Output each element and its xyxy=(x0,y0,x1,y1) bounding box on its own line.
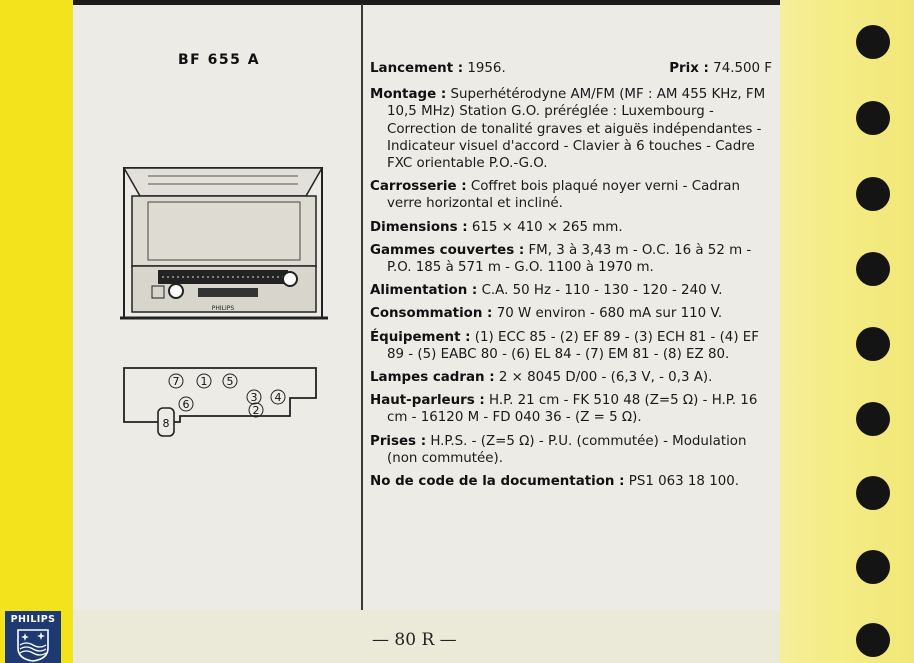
spec-label: Alimentation : xyxy=(370,283,478,299)
binder-hole xyxy=(856,327,890,361)
chassis-label: 6 xyxy=(182,398,190,411)
spec-carrosserie xyxy=(370,178,772,212)
binder-hole xyxy=(856,623,890,657)
launch-price-row xyxy=(370,60,772,77)
chassis-label: 7 xyxy=(172,375,180,388)
price-value: 74.500 F xyxy=(713,61,772,76)
chassis-label: 5 xyxy=(226,375,234,388)
chassis-label: 3 xyxy=(250,391,258,404)
spec-dimensions xyxy=(370,219,772,236)
spec-text: (1) ECC 85 - (2) EF 89 - (3) ECH 81 - (4) EF 89 - (5) EABC 80 - (6) EL 84 - (7) EM 81 - (8) EZ 80. xyxy=(387,329,759,362)
spec-label: Gammes couvertes : xyxy=(370,242,525,258)
binder-hole xyxy=(856,476,890,510)
binder-hole xyxy=(856,402,890,436)
column-divider xyxy=(361,4,363,610)
spec-label: No de code de la documentation : xyxy=(370,474,625,490)
logo-text: PHILIPS xyxy=(10,614,56,625)
spec-text: 2 × 8045 D/00 - (6,3 V, - 0,3 A). xyxy=(498,370,713,386)
launch-field xyxy=(370,60,506,77)
spec-text: C.A. 50 Hz - 110 - 130 - 120 - 240 V. xyxy=(481,283,723,299)
spec-equipement xyxy=(370,329,772,363)
price-field xyxy=(669,60,772,77)
model-title: BF 655 A xyxy=(178,52,261,68)
chassis-label: 2 xyxy=(252,404,260,417)
binder-hole xyxy=(856,252,890,286)
launch-value: 1956. xyxy=(467,61,506,76)
philips-logo xyxy=(5,611,61,663)
spec-text: H.P.S. - (Z=5 Ω) - P.U. (commutée) - Modulation (non commutée). xyxy=(387,433,747,466)
spec-haut-parleurs xyxy=(370,392,772,426)
spec-text: 70 W environ - 680 mA sur 110 V. xyxy=(496,306,723,322)
yellow-left-margin xyxy=(0,0,73,663)
spec-lampes xyxy=(370,369,772,386)
spec-label: Lampes cadran : xyxy=(370,370,495,386)
spec-alimentation xyxy=(370,282,772,299)
philips-shield-icon xyxy=(15,628,51,662)
spec-label: Haut-parleurs : xyxy=(370,393,485,409)
chassis-label: 8 xyxy=(162,417,170,430)
spec-list xyxy=(370,60,772,496)
spec-label: Carrosserie : xyxy=(370,179,467,195)
spec-text: H.P. 21 cm - FK 510 48 (Z=5 Ω) - H.P. 16 cm - 16120 M - FD 040 36 - (Z = 5 Ω). xyxy=(387,393,758,426)
price-label: Prix : xyxy=(669,61,709,76)
spec-montage xyxy=(370,86,772,172)
top-rule xyxy=(73,0,780,5)
spec-consommation xyxy=(370,305,772,322)
spec-label: Prises : xyxy=(370,433,427,449)
spec-text: 615 × 410 × 265 mm. xyxy=(471,219,623,235)
binder-hole xyxy=(856,550,890,584)
chassis-diagram xyxy=(120,364,320,464)
page-number: — 80 R — xyxy=(372,630,457,650)
spec-text: Superhétérodyne AM/FM (MF : AM 455 KHz, FM 10,5 MHz) Station G.O. préréglée : Luxembourg - Correction de tonalité graves et aiguës indépendantes - Indicateur visuel d'accord - Clavier à 6 touches - Cadre FXC orientable P.O.-G.O. xyxy=(387,87,766,172)
spec-label: Équipement : xyxy=(370,329,471,345)
radio-illustration xyxy=(118,166,330,328)
binder-hole xyxy=(856,25,890,59)
spec-text: FM, 3 à 3,43 m - O.C. 16 à 52 m - P.O. 185 à 571 m - G.O. 1100 à 1970 m. xyxy=(387,242,752,276)
spec-gammes xyxy=(370,242,772,276)
spec-text: PS1 063 18 100. xyxy=(628,474,740,490)
spec-prises xyxy=(370,433,772,467)
spec-label: Montage : xyxy=(370,87,447,103)
spec-label: Dimensions : xyxy=(370,219,468,235)
spec-label: Consommation : xyxy=(370,306,493,322)
chassis-label: 4 xyxy=(274,391,282,404)
radio-brand: PHILIPS xyxy=(211,305,235,312)
spec-code xyxy=(370,473,772,490)
binder-hole xyxy=(856,177,890,211)
chassis-label: 1 xyxy=(200,375,208,388)
binder-hole xyxy=(856,101,890,135)
launch-label: Lancement : xyxy=(370,61,464,76)
spec-text: Coffret bois plaqué noyer verni - Cadran verre horizontal et incliné. xyxy=(387,179,740,212)
yellow-right-margin xyxy=(780,0,914,663)
